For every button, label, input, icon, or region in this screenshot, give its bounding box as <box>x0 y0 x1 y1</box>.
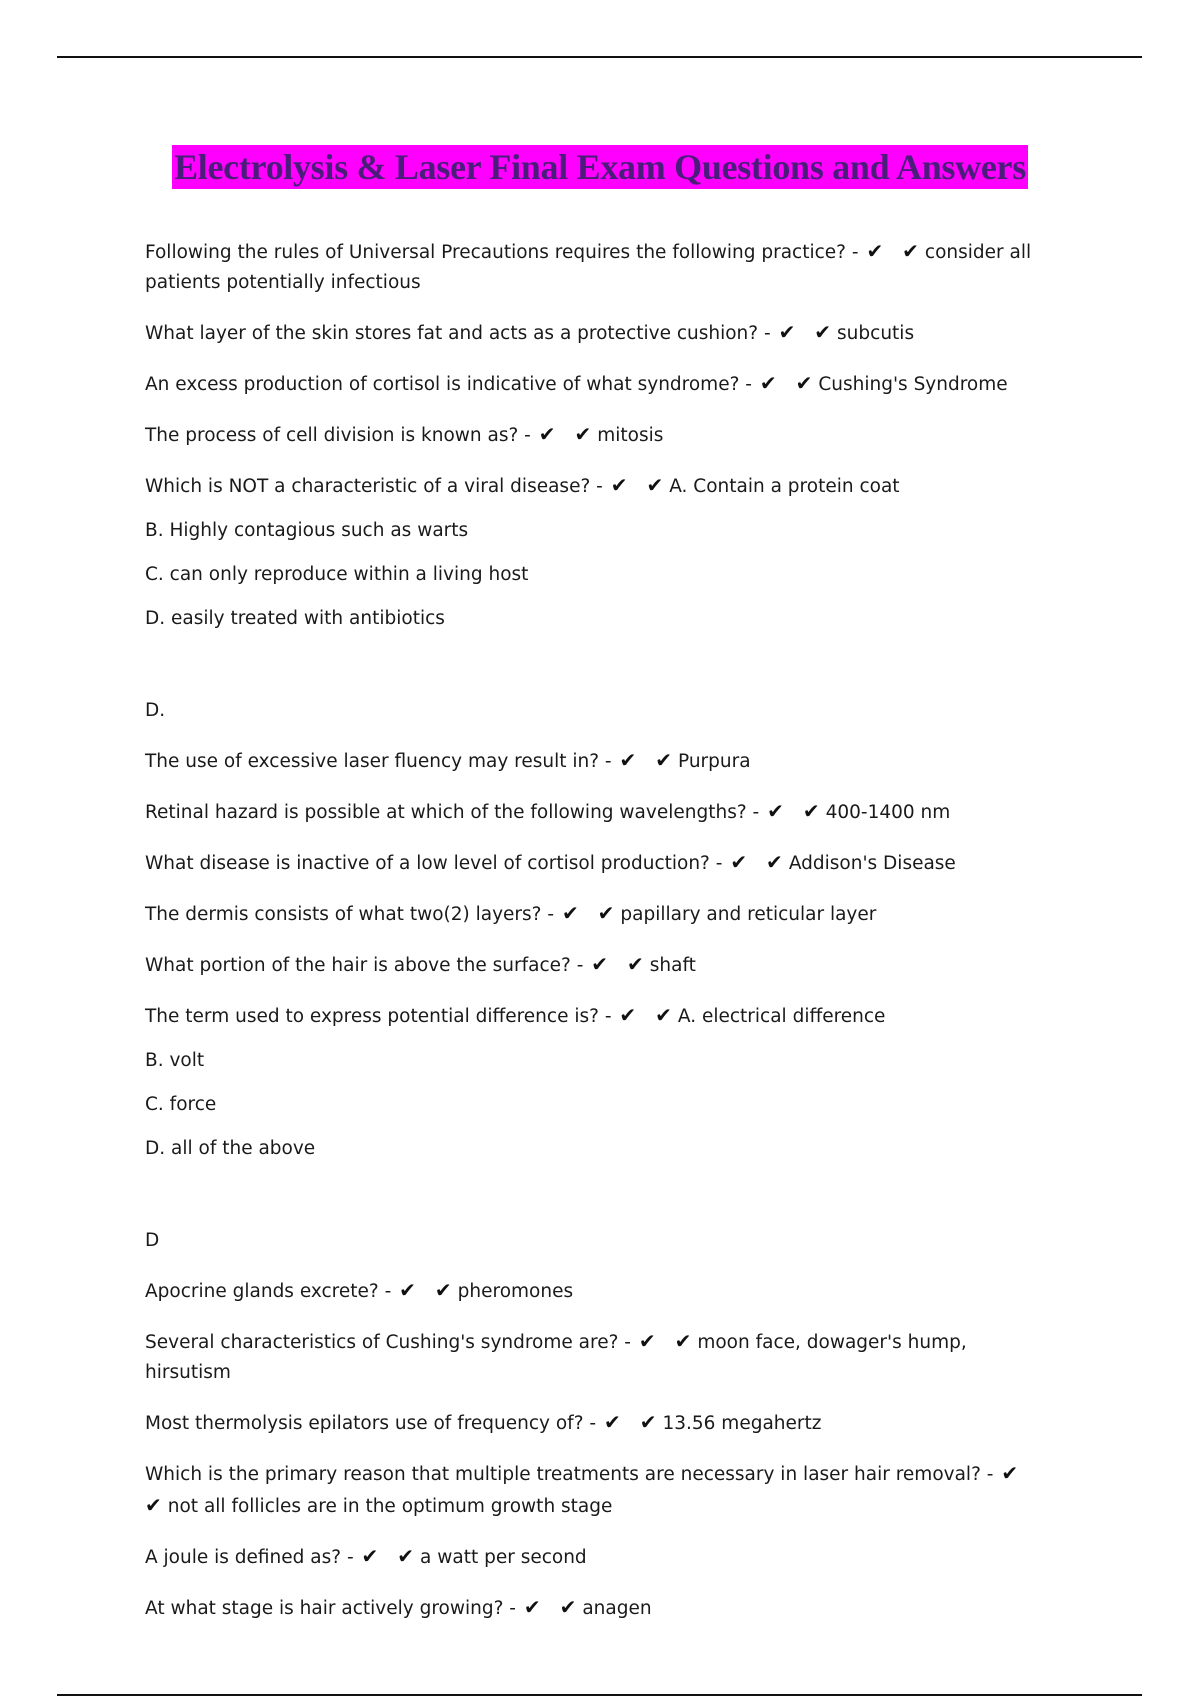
answer-option: C. force <box>145 1094 217 1115</box>
question-text: At what stage is hair actively growing? - <box>145 1598 516 1619</box>
qa-item <box>145 236 1045 298</box>
qa-item <box>145 1326 1045 1388</box>
qa-item <box>145 1275 1045 1307</box>
answer-text: 13.56 megahertz <box>662 1413 822 1434</box>
double-check-icon: ✔ ✔ <box>591 952 650 976</box>
qa-item <box>145 368 1045 400</box>
answer-text: mitosis <box>597 425 664 446</box>
qa-item <box>145 796 1045 828</box>
double-check-icon: ✔ ✔ <box>730 850 789 874</box>
double-check-icon: ✔ ✔ <box>538 422 598 446</box>
question-text: Which is the primary reason that multiple treatments are necessary in laser hair removal? - <box>145 1464 994 1485</box>
qa-item <box>145 847 1045 879</box>
answer-option: D. all of the above <box>145 1138 316 1159</box>
answer-text: not all follicles are in the optimum growth stage <box>167 1496 613 1517</box>
question-text: An excess production of cortisol is indicative of what syndrome? - <box>145 374 752 395</box>
document-title: Electrolysis & Laser Final Exam Questions and Answers <box>174 147 1026 187</box>
answer-text: anagen <box>582 1598 652 1619</box>
double-check-icon: ✔ ✔ <box>561 901 621 925</box>
answer-option: B. volt <box>145 1050 205 1071</box>
answer-text: Addison's Disease <box>788 853 956 874</box>
answer-option: D. easily treated with antibiotics <box>145 608 445 629</box>
answer-option: C. can only reproduce within a living host <box>145 564 529 585</box>
answer-text: A. Contain a protein coat <box>669 476 900 497</box>
double-check-icon: ✔ ✔ <box>145 1461 1025 1517</box>
answer-text: moon face, dowager's hump, hirsutism <box>145 1332 967 1383</box>
double-check-icon: ✔ ✔ <box>603 1410 663 1434</box>
double-check-icon: ✔ ✔ <box>759 371 819 395</box>
answer-option: B. Highly contagious such as warts <box>145 520 469 541</box>
qa-item <box>145 317 1045 349</box>
question-text: The term used to express potential difference is? - <box>145 1006 612 1027</box>
answer-text: consider all patients potentially infectious <box>145 242 1032 293</box>
qa-item <box>145 1541 1045 1573</box>
double-check-icon: ✔ ✔ <box>778 320 838 344</box>
answer-text: subcutis <box>837 323 915 344</box>
question-text: A joule is defined as? - <box>145 1547 354 1568</box>
answer-text: Cushing's Syndrome <box>818 374 1008 395</box>
question-text: What portion of the hair is above the surface? - <box>145 955 584 976</box>
qa-item <box>145 898 1045 930</box>
question-text: Following the rules of Universal Precautions requires the following practice? - <box>145 242 859 263</box>
qa-item <box>145 1458 1045 1522</box>
answer-text: A. electrical difference <box>677 1006 886 1027</box>
qa-item <box>145 1000 1045 1032</box>
answer-text: shaft <box>649 955 696 976</box>
double-check-icon: ✔ ✔ <box>361 1544 421 1568</box>
double-check-icon: ✔ ✔ <box>523 1595 583 1619</box>
question-text: Several characteristics of Cushing's syndrome are? - <box>145 1332 631 1353</box>
qa-item <box>145 419 1045 451</box>
double-check-icon: ✔ ✔ <box>866 239 925 263</box>
qa-item <box>145 1592 1045 1624</box>
final-answer: D <box>145 1230 160 1251</box>
question-list <box>145 236 1045 1643</box>
answer-text: pheromones <box>457 1281 574 1302</box>
qa-item <box>145 470 1045 502</box>
double-check-icon: ✔ ✔ <box>619 748 678 772</box>
footer-rule <box>57 1694 1142 1696</box>
double-check-icon: ✔ ✔ <box>619 1003 678 1027</box>
double-check-icon: ✔ ✔ <box>610 473 670 497</box>
question-text: Apocrine glands excrete? - <box>145 1281 392 1302</box>
question-text: Most thermolysis epilators use of frequency of? - <box>145 1413 597 1434</box>
title-container <box>0 145 1200 189</box>
answer-text: papillary and reticular layer <box>620 904 877 925</box>
question-text: The process of cell division is known as? - <box>145 425 531 446</box>
question-text: The use of excessive laser fluency may result in? - <box>145 751 612 772</box>
question-text: What disease is inactive of a low level of cortisol production? - <box>145 853 723 874</box>
question-text: The dermis consists of what two(2) layers? - <box>145 904 555 925</box>
answer-text: a watt per second <box>420 1547 587 1568</box>
answer-text: Purpura <box>677 751 751 772</box>
double-check-icon: ✔ ✔ <box>767 799 826 823</box>
qa-item <box>145 1407 1045 1439</box>
answer-text: 400-1400 nm <box>825 802 951 823</box>
double-check-icon: ✔ ✔ <box>638 1329 698 1353</box>
header-rule <box>57 56 1142 58</box>
double-check-icon: ✔ ✔ <box>399 1278 458 1302</box>
final-answer: D. <box>145 700 166 721</box>
question-text: What layer of the skin stores fat and acts as a protective cushion? - <box>145 323 771 344</box>
qa-item <box>145 745 1045 777</box>
question-text: Retinal hazard is possible at which of the following wavelengths? - <box>145 802 760 823</box>
qa-item <box>145 949 1045 981</box>
question-text: Which is NOT a characteristic of a viral disease? - <box>145 476 603 497</box>
